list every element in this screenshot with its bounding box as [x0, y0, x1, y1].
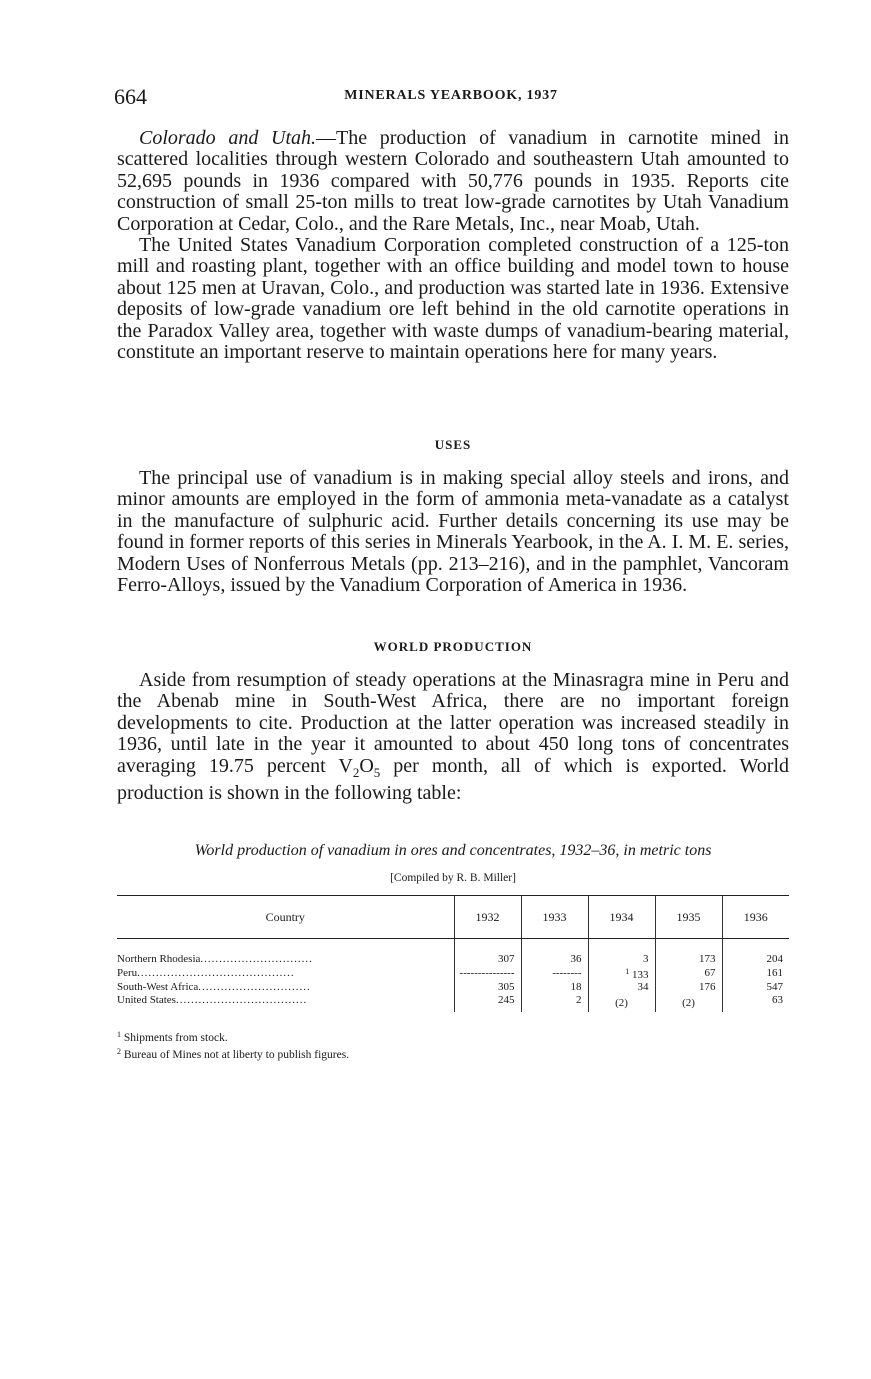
footnote-mark: 1: [625, 966, 630, 976]
text-block-world-production: [117, 670, 789, 804]
column-header: 1935: [655, 896, 722, 939]
paragraph-colorado-utah: Colorado and Utah.—The production of vanadium in carnotite mined in scattered localities through western Colorado and southeastern Utah amounted to 52,695 pounds in 1936 compared with 50,776 pounds in 1935. Reports cite construction of small 25-ton mills to treat low-grade carnotites by Utah Vanadium Corporation at Cedar, Colo., and the Rare Metals, Inc., near Moab, Utah.: [117, 127, 789, 235]
table-row: United States................................... 245 2 (2) (2) 63: [117, 994, 789, 1013]
table-header-row: [117, 896, 789, 939]
paragraph-us-vanadium: The United States Vanadium Corporation completed construction of a 125-ton mill and roasting plant, together with an office building and model town to house about 125 men at Uravan, Colo., and production was started late in 1936. Extensive deposits of low-grade vanadium ore left behind in the old carnotite operations in the Paradox Valley area, together with waste dumps of vanadium-bearing material, constitute an important reserve to maintain operations here for many years.: [117, 234, 789, 364]
table-compiled-note: [Compiled by R. B. Miller]: [390, 872, 516, 884]
table-caption: World production of vanadium in ores and concentrates, 1932–36, in metric tons: [194, 842, 712, 859]
column-header: 1936: [722, 896, 789, 939]
table-row: South-West Africa.............................. 305 18 34 176 547: [117, 981, 789, 994]
text-block-top: [117, 128, 789, 363]
text-block-uses: [117, 468, 789, 596]
column-header: Country: [117, 896, 454, 939]
column-header: 1934: [588, 896, 655, 939]
footnotes: [117, 1028, 349, 1062]
page-number: 664: [114, 84, 147, 109]
running-title: MINERALS YEARBOOK, 1937: [344, 88, 558, 103]
table-row: Peru.......................................... --------------- -------- $^1$ 133 67 161: [117, 966, 789, 982]
footnote: $^2$ Bureau of Mines not at liberty to publish figures.: [117, 1047, 350, 1061]
column-header: 1933: [521, 896, 588, 939]
column-header: 1932: [454, 896, 521, 939]
footnote: $^1$ Shipments from stock.: [117, 1030, 228, 1044]
page-header: [114, 84, 788, 112]
paragraph-world-production: Aside from resumption of steady operations at the Minasragra mine in Peru and the Abenab mine in South-West Africa, there are no important foreign developments to cite. Production at the latter operation was increased steadily in 1936, until late in the year it amounted to about 450 long tons of concentrates averaging 19.75 percent $V_2O_5$ per month, all of which is exported. World production is shown in the following table:: [117, 669, 790, 805]
paragraph-uses: The principal use of vanadium is in making special alloy steels and irons, and minor amounts are employed in the form of ammonia meta-vanadate as a catalyst in the manufacture of sulphuric acid. Further details concerning its use may be found in former reports of this series in Minerals Yearbook, in the A. I. M. E. series, Modern Uses of Nonferrous Metals (pp. 213–216), and in the pamphlet, Vancoram Ferro-Alloys, issued by the Vanadium Corporation of America in 1936.: [117, 467, 789, 597]
section-heading-world-production: WORLD PRODUCTION: [373, 639, 533, 654]
paragraph-lead: Colorado and Utah.: [139, 127, 317, 149]
table-row: Northern Rhodesia.............................. 307 36 3 173 204: [117, 953, 789, 966]
section-heading-uses: USES: [434, 437, 472, 452]
production-table: [117, 895, 789, 1012]
